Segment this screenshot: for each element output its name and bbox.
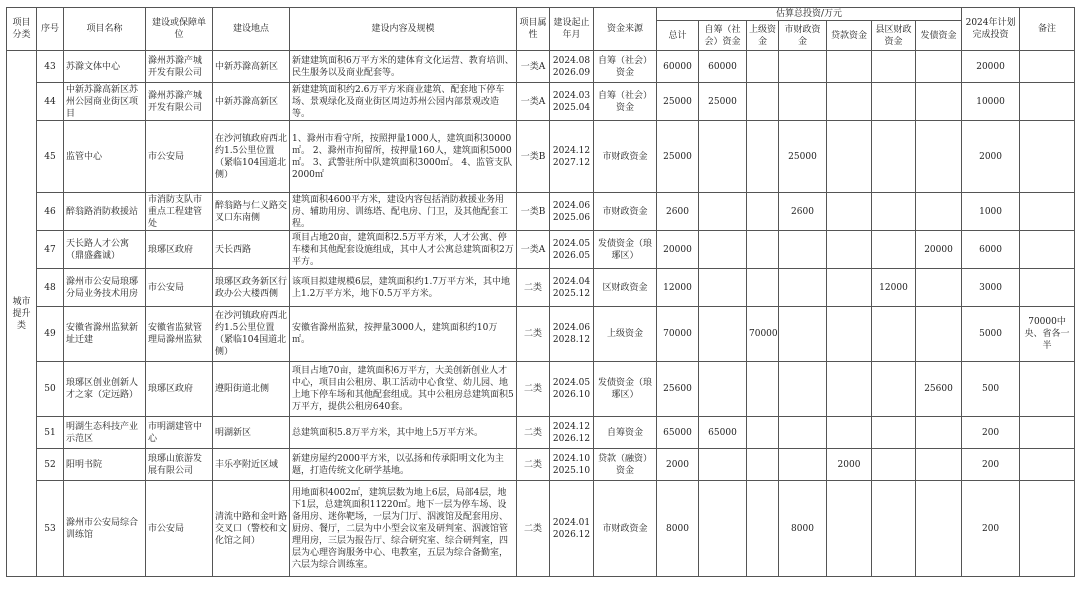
cell-name: 醉翁路消防救援站 bbox=[64, 193, 146, 231]
header-seq: 序号 bbox=[37, 8, 64, 51]
cell-plan: 10000 bbox=[962, 83, 1020, 121]
table-row bbox=[7, 51, 1075, 83]
cell-self bbox=[699, 362, 747, 417]
cell-content: 新建建筑面积6万平方米的建体育文化运营、教育培训、民生服务以及商业配套等。 bbox=[290, 51, 517, 83]
cell-period: 2024.05 2026.05 bbox=[550, 231, 594, 269]
cell-loan bbox=[827, 231, 872, 269]
table-row bbox=[7, 193, 1075, 231]
cell-content: 用地面积4002㎡，建筑层数为地上6层，局部4层，地下1层，总建筑面积11220㎡。地下一层为停车场、设备用房、迷你靶场，一层为门厅、泅渡馆及配套用房、厨房、餐厅，二层为中小型会议室及研判室、泅渡馆管理用房，三层为报告厅、综合研究室、综合研判室，四层为心理咨询服务中心、电教室，五层为综合备勤室，六层为综合训练室。 bbox=[290, 481, 517, 577]
cell-city: 25000 bbox=[779, 121, 827, 193]
cell-upper bbox=[747, 121, 779, 193]
cell-period: 2024.10 2025.10 bbox=[550, 449, 594, 481]
cell-content: 新建建筑面积约2.6万平方米商业建筑、配套地下停车场、景观绿化及商业街区周边苏州公园内部景观改造等。 bbox=[290, 83, 517, 121]
cell-remark bbox=[1020, 362, 1075, 417]
cell-name: 阳明书院 bbox=[64, 449, 146, 481]
cell-loan bbox=[827, 362, 872, 417]
cell-bond bbox=[916, 269, 962, 307]
cell-fund: 发债资金（琅琊区） bbox=[594, 362, 657, 417]
cell-location: 遵阳街道北侧 bbox=[213, 362, 290, 417]
table-row bbox=[7, 121, 1075, 193]
cell-content: 建筑面积4600平方米，建设内容包括消防救援业务用房、辅助用房、训练塔、配电房、门卫，及其他配套工程。 bbox=[290, 193, 517, 231]
cell-remark bbox=[1020, 231, 1075, 269]
header-category: 项目分类 bbox=[7, 8, 37, 51]
cell-city bbox=[779, 449, 827, 481]
cell-name: 滁州市公安局琅琊分局业务技术用房 bbox=[64, 269, 146, 307]
cell-fund: 市财政资金 bbox=[594, 193, 657, 231]
cell-fund: 自筹（社会）资金 bbox=[594, 51, 657, 83]
cell-attr: 二类 bbox=[517, 307, 550, 362]
cell-seq: 43 bbox=[37, 51, 64, 83]
header-period: 建设起止年月 bbox=[550, 8, 594, 51]
cell-self bbox=[699, 449, 747, 481]
header-city: 市财政资金 bbox=[779, 21, 827, 51]
cell-period: 2024.05 2026.10 bbox=[550, 362, 594, 417]
cell-plan: 200 bbox=[962, 481, 1020, 577]
cell-remark bbox=[1020, 83, 1075, 121]
cell-remark bbox=[1020, 269, 1075, 307]
cell-period: 2024.12 2027.12 bbox=[550, 121, 594, 193]
cell-content: 总建筑面积5.8万平方米，其中地上5万平方米。 bbox=[290, 417, 517, 449]
cell-upper bbox=[747, 51, 779, 83]
cell-total: 60000 bbox=[657, 51, 699, 83]
cell-name: 滁州市公安局综合训练馆 bbox=[64, 481, 146, 577]
cell-seq: 47 bbox=[37, 231, 64, 269]
cell-upper bbox=[747, 231, 779, 269]
cell-plan: 500 bbox=[962, 362, 1020, 417]
cell-unit: 琅琊区政府 bbox=[146, 231, 213, 269]
cell-county bbox=[872, 51, 916, 83]
cell-loan bbox=[827, 121, 872, 193]
cell-remark: 70000中央、省各一半 bbox=[1020, 307, 1075, 362]
cell-total: 2600 bbox=[657, 193, 699, 231]
cell-city bbox=[779, 307, 827, 362]
cell-loan: 2000 bbox=[827, 449, 872, 481]
cell-remark bbox=[1020, 121, 1075, 193]
cell-attr: 一类A bbox=[517, 51, 550, 83]
cell-unit: 安徽省监狱管理局滁州监狱 bbox=[146, 307, 213, 362]
cell-period: 2024.06 2028.12 bbox=[550, 307, 594, 362]
cell-location: 丰乐亭附近区域 bbox=[213, 449, 290, 481]
cell-content: 该项目拟建规模6层，建筑面积约1.7万平方米，其中地上1.2万平方米，地下0.5万平方米。 bbox=[290, 269, 517, 307]
cell-period: 2024.03 2025.04 bbox=[550, 83, 594, 121]
cell-unit: 市明湖建管中心 bbox=[146, 417, 213, 449]
cell-location: 明湖新区 bbox=[213, 417, 290, 449]
cell-fund: 上级资金 bbox=[594, 307, 657, 362]
cell-period: 2024.01 2026.12 bbox=[550, 481, 594, 577]
cell-bond bbox=[916, 83, 962, 121]
cell-county bbox=[872, 481, 916, 577]
cell-seq: 48 bbox=[37, 269, 64, 307]
cell-county bbox=[872, 417, 916, 449]
cell-unit: 滁州苏滁产城开发有限公司 bbox=[146, 51, 213, 83]
cell-upper bbox=[747, 417, 779, 449]
project-table bbox=[6, 7, 1075, 577]
cell-self: 65000 bbox=[699, 417, 747, 449]
cell-unit: 市公安局 bbox=[146, 481, 213, 577]
header-bond: 发债资金 bbox=[916, 21, 962, 51]
cell-county bbox=[872, 121, 916, 193]
cell-content: 项目占地20亩，建筑面积2.5万平方米，人才公寓、停车楼和其他配套设施组成，其中人才公寓总建筑面积2万平方。 bbox=[290, 231, 517, 269]
cell-bond bbox=[916, 417, 962, 449]
cell-seq: 51 bbox=[37, 417, 64, 449]
table-row bbox=[7, 417, 1075, 449]
cell-attr: 一类B bbox=[517, 121, 550, 193]
cell-city bbox=[779, 83, 827, 121]
cell-content: 1、滁州市看守所，按照押量1000人，建筑面积30000㎡。 2、滁州市拘留所，按押量160人，建筑面积5000㎡。 3、武警驻所中队建筑面积3000㎡。 4、监管支队2000㎡ bbox=[290, 121, 517, 193]
cell-total: 2000 bbox=[657, 449, 699, 481]
cell-location: 天长西路 bbox=[213, 231, 290, 269]
header-fund: 资金来源 bbox=[594, 8, 657, 51]
cell-self: 25000 bbox=[699, 83, 747, 121]
cell-upper: 70000 bbox=[747, 307, 779, 362]
cell-attr: 一类A bbox=[517, 231, 550, 269]
cell-plan: 5000 bbox=[962, 307, 1020, 362]
cell-attr: 二类 bbox=[517, 481, 550, 577]
cell-bond: 25600 bbox=[916, 362, 962, 417]
cell-name: 明湖生态科技产业示范区 bbox=[64, 417, 146, 449]
cell-city: 8000 bbox=[779, 481, 827, 577]
cell-seq: 52 bbox=[37, 449, 64, 481]
cell-plan: 200 bbox=[962, 449, 1020, 481]
cell-attr: 二类 bbox=[517, 269, 550, 307]
cell-period: 2024.04 2025.12 bbox=[550, 269, 594, 307]
header-upper: 上级资金 bbox=[747, 21, 779, 51]
cell-fund: 自筹（社会）资金 bbox=[594, 83, 657, 121]
cell-location: 在沙河镇政府西北约1.5公里位置（紧临104国道北侧） bbox=[213, 307, 290, 362]
cell-name: 监管中心 bbox=[64, 121, 146, 193]
cell-attr: 一类B bbox=[517, 193, 550, 231]
cell-seq: 46 bbox=[37, 193, 64, 231]
cell-loan bbox=[827, 269, 872, 307]
cell-city bbox=[779, 51, 827, 83]
cell-total: 25000 bbox=[657, 83, 699, 121]
cell-location: 醉翁路与仁义路交叉口东南侧 bbox=[213, 193, 290, 231]
header-self: 自筹（社会）资金 bbox=[699, 21, 747, 51]
cell-self bbox=[699, 231, 747, 269]
header-invest-group: 估算总投资/万元 bbox=[657, 8, 962, 21]
cell-county bbox=[872, 449, 916, 481]
table-row bbox=[7, 481, 1075, 577]
cell-unit: 市公安局 bbox=[146, 121, 213, 193]
cell-loan bbox=[827, 193, 872, 231]
cell-bond bbox=[916, 193, 962, 231]
cell-unit: 滁州苏滁产城开发有限公司 bbox=[146, 83, 213, 121]
cell-seq: 44 bbox=[37, 83, 64, 121]
cell-plan: 20000 bbox=[962, 51, 1020, 83]
cell-fund: 发债资金（琅琊区） bbox=[594, 231, 657, 269]
cell-city bbox=[779, 269, 827, 307]
header-name: 项目名称 bbox=[64, 8, 146, 51]
cell-attr: 二类 bbox=[517, 362, 550, 417]
cell-total: 12000 bbox=[657, 269, 699, 307]
cell-seq: 53 bbox=[37, 481, 64, 577]
cell-county bbox=[872, 362, 916, 417]
cell-bond bbox=[916, 121, 962, 193]
header-attr: 项目属性 bbox=[517, 8, 550, 51]
cell-upper bbox=[747, 481, 779, 577]
cell-bond bbox=[916, 481, 962, 577]
category-cell: 城市提升类 bbox=[7, 51, 37, 577]
cell-upper bbox=[747, 362, 779, 417]
cell-name: 天长路人才公寓（鼎盛鑫诚） bbox=[64, 231, 146, 269]
cell-total: 20000 bbox=[657, 231, 699, 269]
cell-unit: 琅琊区政府 bbox=[146, 362, 213, 417]
cell-content: 新建房屋约2000平方米，以弘扬和传承阳明文化为主题，打造传统文化研学基地。 bbox=[290, 449, 517, 481]
cell-fund: 市财政资金 bbox=[594, 121, 657, 193]
header-remark: 备注 bbox=[1020, 8, 1075, 51]
table-body bbox=[7, 51, 1075, 577]
cell-total: 25600 bbox=[657, 362, 699, 417]
cell-city bbox=[779, 362, 827, 417]
cell-fund: 自筹资金 bbox=[594, 417, 657, 449]
table-row bbox=[7, 449, 1075, 481]
cell-name: 安徽省滁州监狱新址迁建 bbox=[64, 307, 146, 362]
table-header bbox=[7, 8, 1075, 51]
cell-total: 65000 bbox=[657, 417, 699, 449]
cell-plan: 200 bbox=[962, 417, 1020, 449]
cell-location: 清流中路和金叶路交叉口（警校和文化馆之间） bbox=[213, 481, 290, 577]
cell-plan: 1000 bbox=[962, 193, 1020, 231]
cell-seq: 45 bbox=[37, 121, 64, 193]
cell-seq: 49 bbox=[37, 307, 64, 362]
header-plan2024: 2024年计划完成投资 bbox=[962, 8, 1020, 51]
cell-remark bbox=[1020, 449, 1075, 481]
header-location: 建设地点 bbox=[213, 8, 290, 51]
cell-content: 安徽省滁州监狱，按押量3000人，建筑面积约10万㎡。 bbox=[290, 307, 517, 362]
cell-attr: 一类A bbox=[517, 83, 550, 121]
cell-county bbox=[872, 231, 916, 269]
cell-remark bbox=[1020, 481, 1075, 577]
cell-unit: 市消防支队市重点工程建管处 bbox=[146, 193, 213, 231]
header-total: 总计 bbox=[657, 21, 699, 51]
table-row bbox=[7, 269, 1075, 307]
cell-remark bbox=[1020, 193, 1075, 231]
cell-bond bbox=[916, 307, 962, 362]
cell-attr: 二类 bbox=[517, 449, 550, 481]
cell-loan bbox=[827, 417, 872, 449]
cell-loan bbox=[827, 481, 872, 577]
cell-total: 8000 bbox=[657, 481, 699, 577]
cell-location: 中新苏滁高新区 bbox=[213, 51, 290, 83]
cell-self bbox=[699, 307, 747, 362]
cell-bond bbox=[916, 51, 962, 83]
cell-county bbox=[872, 83, 916, 121]
cell-plan: 2000 bbox=[962, 121, 1020, 193]
cell-upper bbox=[747, 83, 779, 121]
cell-upper bbox=[747, 269, 779, 307]
cell-location: 在沙河镇政府西北约1.5公里位置（紧临104国道北侧） bbox=[213, 121, 290, 193]
header-unit: 建设或保障单位 bbox=[146, 8, 213, 51]
cell-remark bbox=[1020, 51, 1075, 83]
cell-period: 2024.08 2026.09 bbox=[550, 51, 594, 83]
cell-fund: 贷款（融资）资金 bbox=[594, 449, 657, 481]
cell-content: 项目占地70亩，建筑面积6万平方，大美创新创业人才中心，项目由公租房、职工活动中心食堂、幼儿园、地上地下停车场和其他配套组成。其中公租房总建筑面积5万平方，提供公租房640套。 bbox=[290, 362, 517, 417]
table-row bbox=[7, 83, 1075, 121]
header-loan: 贷款资金 bbox=[827, 21, 872, 51]
cell-total: 70000 bbox=[657, 307, 699, 362]
cell-bond: 20000 bbox=[916, 231, 962, 269]
cell-fund: 市财政资金 bbox=[594, 481, 657, 577]
cell-attr: 二类 bbox=[517, 417, 550, 449]
table-row bbox=[7, 362, 1075, 417]
cell-county: 12000 bbox=[872, 269, 916, 307]
cell-loan bbox=[827, 83, 872, 121]
cell-self bbox=[699, 193, 747, 231]
header-content: 建设内容及规模 bbox=[290, 8, 517, 51]
cell-total: 25000 bbox=[657, 121, 699, 193]
cell-city: 2600 bbox=[779, 193, 827, 231]
cell-period: 2024.12 2026.12 bbox=[550, 417, 594, 449]
cell-self: 60000 bbox=[699, 51, 747, 83]
cell-county bbox=[872, 307, 916, 362]
table-row bbox=[7, 307, 1075, 362]
header-county: 县区财政资金 bbox=[872, 21, 916, 51]
cell-city bbox=[779, 417, 827, 449]
cell-self bbox=[699, 121, 747, 193]
cell-name: 苏滁文体中心 bbox=[64, 51, 146, 83]
cell-unit: 琅琊山旅游发展有限公司 bbox=[146, 449, 213, 481]
cell-self bbox=[699, 269, 747, 307]
cell-name: 琅琊区创业创新人才之家（定远路） bbox=[64, 362, 146, 417]
cell-name: 中新苏滁高新区苏州公园商业街区项目 bbox=[64, 83, 146, 121]
cell-plan: 6000 bbox=[962, 231, 1020, 269]
table-row bbox=[7, 231, 1075, 269]
cell-self bbox=[699, 481, 747, 577]
cell-period: 2024.06 2025.06 bbox=[550, 193, 594, 231]
cell-city bbox=[779, 231, 827, 269]
cell-seq: 50 bbox=[37, 362, 64, 417]
cell-county bbox=[872, 193, 916, 231]
cell-unit: 市公安局 bbox=[146, 269, 213, 307]
cell-location: 中新苏滁高新区 bbox=[213, 83, 290, 121]
cell-bond bbox=[916, 449, 962, 481]
cell-upper bbox=[747, 449, 779, 481]
cell-fund: 区财政资金 bbox=[594, 269, 657, 307]
cell-remark bbox=[1020, 417, 1075, 449]
cell-loan bbox=[827, 51, 872, 83]
cell-location: 琅琊区政务新区行政办公大楼西侧 bbox=[213, 269, 290, 307]
cell-loan bbox=[827, 307, 872, 362]
cell-plan: 3000 bbox=[962, 269, 1020, 307]
cell-upper bbox=[747, 193, 779, 231]
